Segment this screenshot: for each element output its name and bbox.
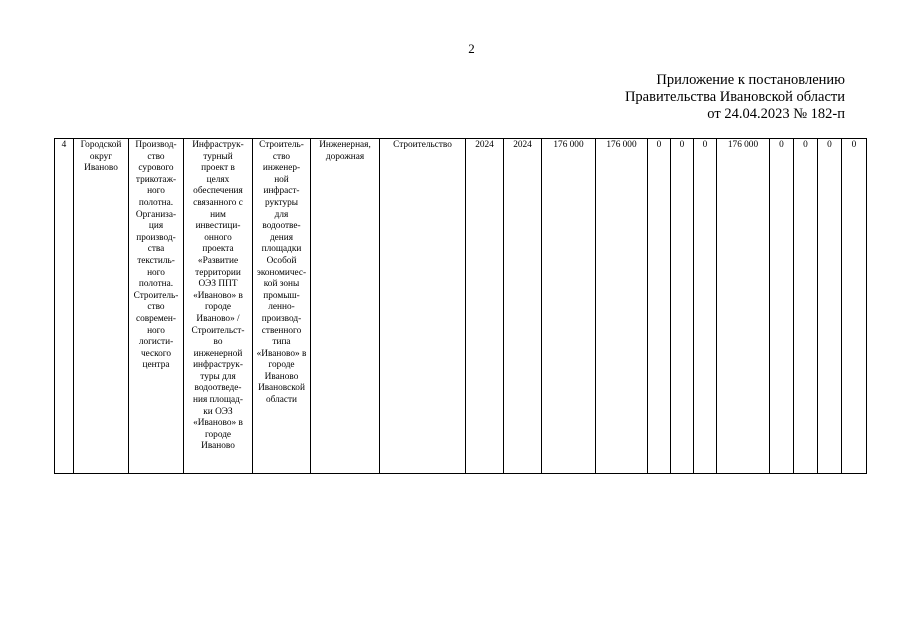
cell-funding-e: 176 000 — [717, 139, 770, 474]
cell-infrastructure-type: Инженерная, дорожная — [311, 139, 380, 474]
cell-total: 176 000 — [542, 139, 596, 474]
cell-funding-h: 0 — [818, 139, 842, 474]
cell-funding-f: 0 — [770, 139, 794, 474]
page-number: 2 — [468, 41, 475, 56]
table-row — [55, 139, 867, 474]
cell-object: Строитель- ство инженер- ной инфраст- руктуры для водоотве- дения площадки Особой экономичес- кой зоны промыш- ленно- производ- ственного типа «Иваново» в городе Иваново Ивановской области — [253, 139, 311, 474]
cell-funding-i: 0 — [842, 139, 867, 474]
cell-year-start: 2024 — [466, 139, 504, 474]
cell-funding-g: 0 — [794, 139, 818, 474]
appendix-line-2: Правительства Ивановской области — [624, 89, 845, 105]
cell-funding-c: 0 — [671, 139, 694, 474]
appendix-line-3: от 24.04.2023 № 182-п — [707, 106, 845, 122]
cell-year-end: 2024 — [504, 139, 542, 474]
cell-number: 4 — [55, 139, 74, 474]
cell-work-type: Строительство — [380, 139, 466, 474]
project-table — [54, 138, 867, 474]
cell-investment-project: Производ- ство сурового трикотаж- ного полотна. Организа- ция производ- ства текстиль- ного полотна. Строитель- ство современ- ного логисти- ческого центра — [129, 139, 184, 474]
cell-municipality: Городской округ Иваново — [74, 139, 129, 474]
appendix-line-1: Приложение к постановлению — [656, 72, 845, 88]
cell-funding-b: 0 — [648, 139, 671, 474]
cell-funding-d: 0 — [694, 139, 717, 474]
cell-funding-a: 176 000 — [596, 139, 648, 474]
appendix-header — [625, 72, 845, 123]
cell-infrastructure-project: Инфраструк- турный проект в целях обеспечения связанного с ним инвестици- онного проекта «Развитие территории ОЭЗ ППТ «Иваново» в городе Иваново» / Строительст- во инженерной инфраструк- туры для водоотведе- ния площад- ки ОЭЗ «Иваново» в городе Иваново — [184, 139, 253, 474]
